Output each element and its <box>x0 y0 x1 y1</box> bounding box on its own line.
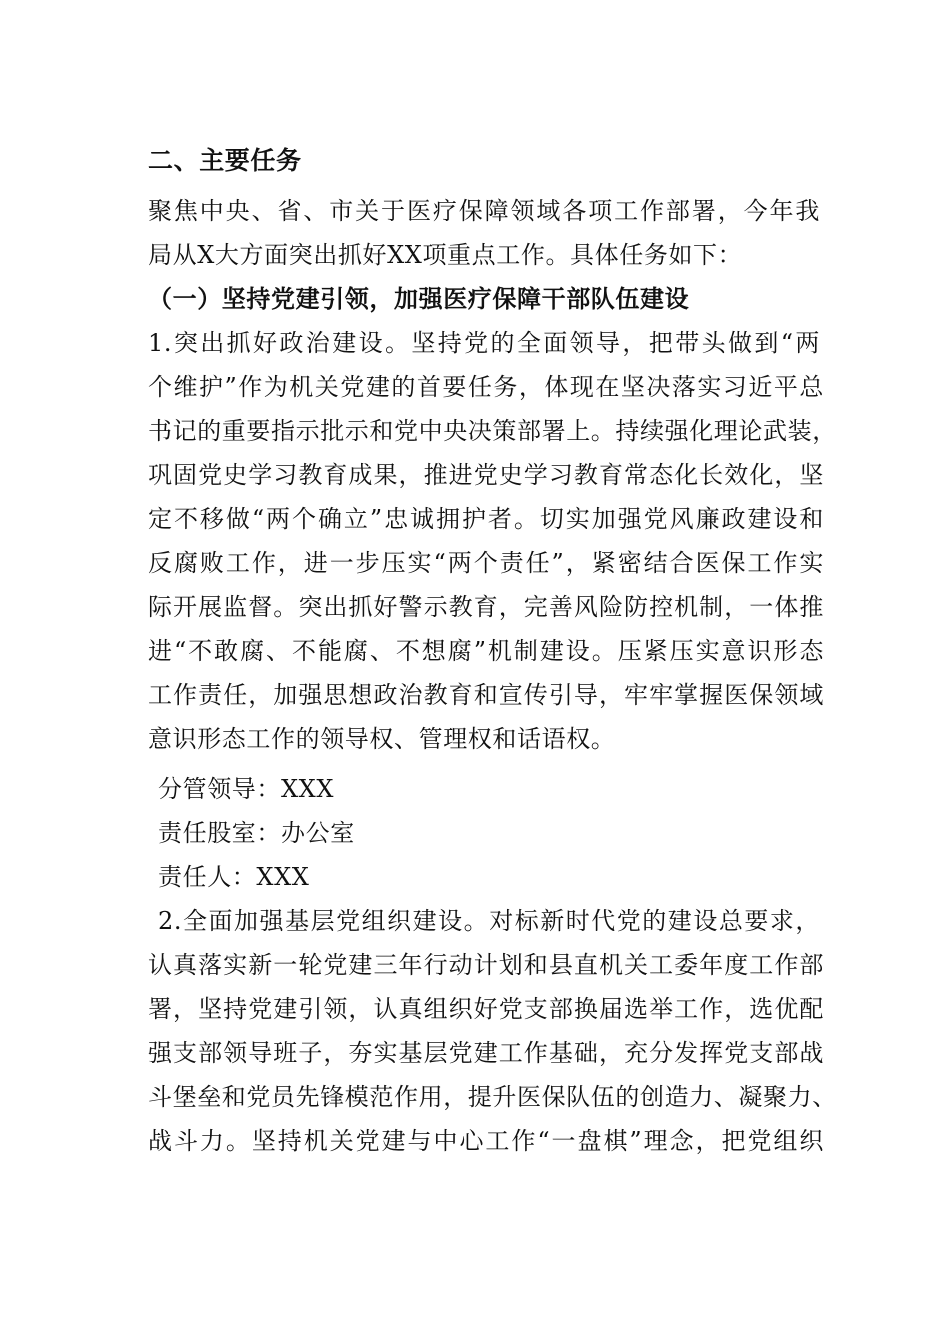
paragraph-line: 巩固党史学习教育成果，推进党史学习教育常态化长效化，坚 <box>148 461 824 489</box>
paragraph-line: 工作责任，加强思想政治教育和宣传引导，牢牢掌握医保领域 <box>148 681 824 709</box>
responsible-leader: 分管领导：XXX <box>158 775 335 803</box>
paragraph-line: 个维护”作为机关党建的首要任务，体现在坚决落实习近平总 <box>148 373 824 401</box>
responsible-department: 责任股室：办公室 <box>158 819 355 847</box>
subsection-heading: （一）坚持党建引领，加强医疗保障干部队伍建设 <box>148 285 690 313</box>
section-heading: 二、主要任务 <box>148 146 302 175</box>
paragraph-line: 斗堡垒和党员先锋模范作用，提升医保队伍的创造力、凝聚力、 <box>148 1083 837 1111</box>
paragraph-line: 意识形态工作的领导权、管理权和话语权。 <box>148 725 616 753</box>
paragraph-line: 强支部领导班子，夯实基层党建工作基础，充分发挥党支部战 <box>148 1039 824 1067</box>
intro-line: 聚焦中央、省、市关于医疗保障领域各项工作部署，今年我 <box>148 197 820 225</box>
paragraph-line: 定不移做“两个确立”忠诚拥护者。切实加强党风廉政建设和 <box>148 505 824 533</box>
paragraph-line: 反腐败工作，进一步压实“两个责任”，紧密结合医保工作实 <box>148 549 824 577</box>
responsible-person: 责任人：XXX <box>158 863 310 891</box>
paragraph-line: 署，坚持党建引领，认真组织好党支部换届选举工作，选优配 <box>148 995 824 1023</box>
paragraph-line: 书记的重要指示批示和党中央决策部署上。持续强化理论武装， <box>148 417 837 445</box>
paragraph-line: 认真落实新一轮党建三年行动计划和县直机关工委年度工作部 <box>148 951 824 979</box>
paragraph-line: 进“不敢腐、不能腐、不想腐”机制建设。压紧压实意识形态 <box>148 637 824 665</box>
paragraph-line: 战斗力。坚持机关党建与中心工作“一盘棋”理念，把党组织 <box>148 1127 824 1155</box>
paragraph-line: 际开展监督。突出抓好警示教育，完善风险防控机制，一体推 <box>148 593 824 621</box>
paragraph-line: 2.全面加强基层党组织建设。对标新时代党的建设总要求， <box>158 907 820 935</box>
paragraph-line: 1.突出抓好政治建设。坚持党的全面领导，把带头做到“两 <box>148 329 820 357</box>
intro-line: 局从X大方面突出抓好XX项重点工作。具体任务如下： <box>148 241 743 269</box>
